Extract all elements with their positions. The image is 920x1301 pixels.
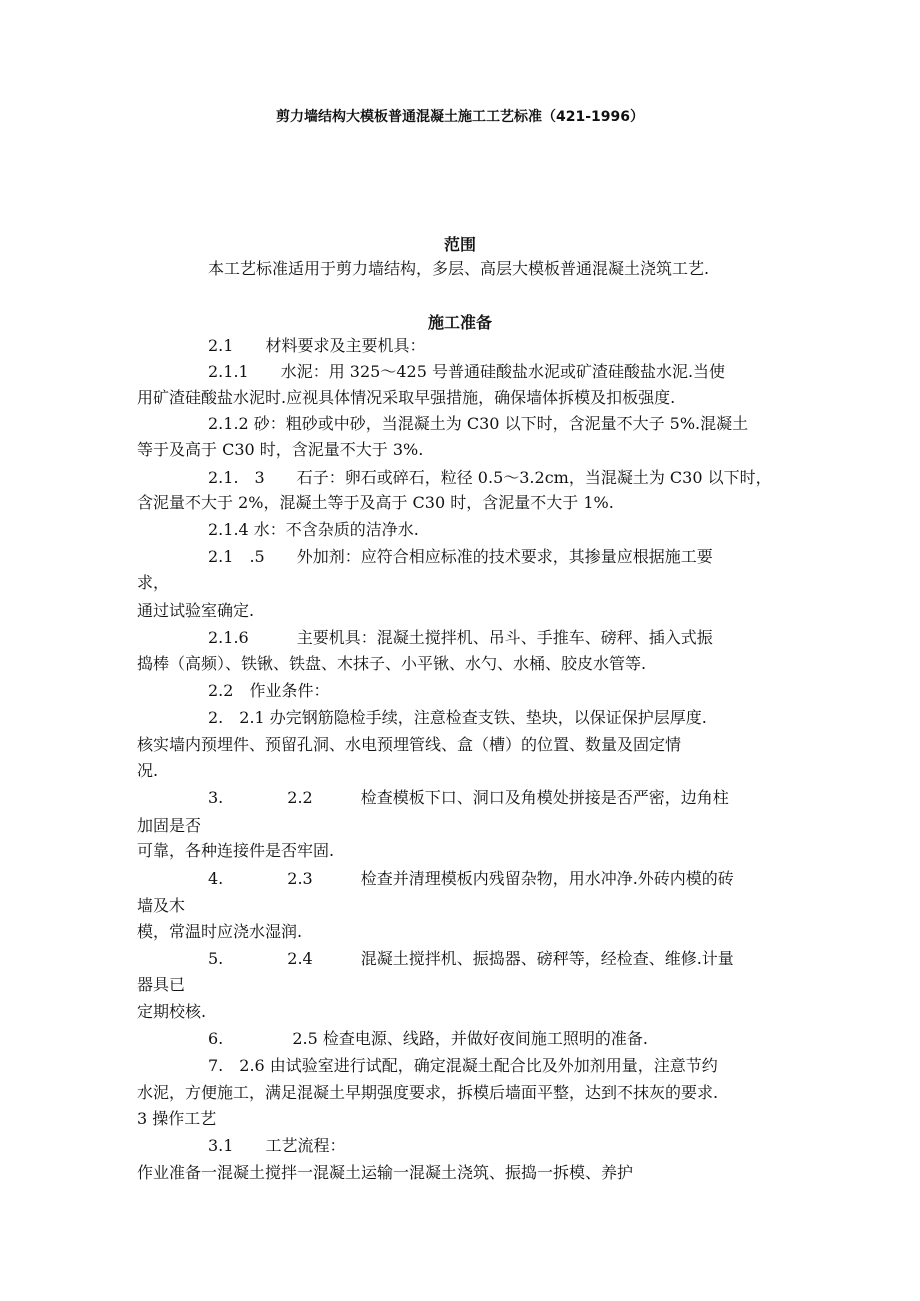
paragraph-line: 6. 2.5 检查电源、线路，并做好夜间施工照明的准备.: [208, 1029, 648, 1048]
paragraph-line: 求，: [137, 573, 170, 592]
page-title: 剪力墙结构大模板普通混凝土施工工艺标准（421-1996）: [276, 109, 644, 125]
paragraph-line: 器具已: [137, 975, 186, 994]
paragraph-line: 模，常温时应浇水湿润.: [137, 922, 303, 941]
paragraph-line: 等于及高于 C30 时，含泥量不大于 3%.: [137, 440, 424, 459]
paragraph-line: 2.1.2 砂：粗砂或中砂，当混凝土为 C30 以下时，含泥量不大子 5%.混凝土: [208, 414, 749, 433]
paragraph-line: 2.1. 3 石子：卵石或碎石，粒径 0.5～3.2cm，当混凝土为 C30 以下时，: [208, 468, 772, 487]
paragraph-line: 作业准备一混凝土搅拌一混凝土运输一混凝土浇筑、振捣一拆模、养护: [137, 1163, 634, 1182]
paragraph-line: 3 操作工艺: [137, 1109, 217, 1128]
paragraph-line: 2. 2.1 办完钢筋隐检手续，注意检查支铁、垫块，以保证保护层厚度.: [208, 708, 707, 727]
paragraph-line: 3.1 工艺流程：: [208, 1136, 346, 1155]
paragraph-line: 7. 2.6 由试验室进行试配，确定混凝土配合比及外加剂用量，注意节约: [208, 1056, 718, 1075]
paragraph-line: 2.1.6 主要机具：混凝土搅拌机、吊斗、手推车、磅秤、插入式振: [208, 628, 713, 647]
paragraph-line: 含泥量不大于 2%，混凝土等于及高于 C30 时，含泥量不大于 1%.: [137, 493, 614, 512]
paragraph-line: 加固是否: [137, 816, 202, 835]
paragraph-line: 2.1.4 水：不含杂质的洁净水.: [208, 520, 419, 539]
paragraph-line: 4. 2.3 检查并清理模板内残留杂物，用水冲净.外砖内模的砖: [208, 869, 734, 888]
paragraph-line: 墙及木: [137, 896, 186, 915]
paragraph-line: 水泥，方便施工，满足混凝土早期强度要求，拆模后墙面平整，达到不抹灰的要求.: [137, 1083, 719, 1102]
paragraph-line: 况.: [137, 761, 159, 780]
paragraph-line: 5. 2.4 混凝土搅拌机、振捣器、磅秤等，经检查、维修.计量: [208, 949, 734, 968]
paragraph-line: 2.1.1 水泥：用 325～425 号普通硅酸盐水泥或矿渣硅酸盐水泥.当使: [208, 362, 726, 381]
paragraph-line: 捣棒（高频）、铁锹、铁盘、木抹子、小平锹、水勺、水桶、胶皮水管等.: [137, 654, 647, 673]
paragraph-line: 核实墙内预埋件、预留孔洞、水电预埋管线、盒（槽）的位置、数量及固定情: [137, 735, 682, 754]
paragraph-line: 定期校核.: [137, 1002, 207, 1021]
paragraph-line: 2.2 作业条件：: [208, 681, 330, 700]
paragraph-line: 2.1 材料要求及主要机具：: [208, 336, 426, 355]
paragraph-line: 用矿渣硅酸盐水泥时.应视具体情况采取早强措施，确保墙体拆模及扣板强度.: [137, 388, 676, 407]
section-heading-scope: 范围: [443, 235, 476, 254]
paragraph-line: 2.1 .5 外加剂：应符合相应标准的技术要求，其掺量应根据施工要: [208, 547, 713, 566]
paragraph-line: 本工艺标准适用于剪力墙结构，多层、高层大模板普通混凝土浇筑工艺.: [208, 259, 710, 278]
paragraph-line: 3. 2.2 检查模板下口、洞口及角模处拼接是否严密，边角柱: [208, 788, 729, 807]
paragraph-line: 可靠，各种连接件是否牢固.: [137, 841, 335, 860]
paragraph-line: 通过试验室确定.: [137, 601, 255, 620]
section-heading-prep: 施工准备: [427, 313, 492, 332]
